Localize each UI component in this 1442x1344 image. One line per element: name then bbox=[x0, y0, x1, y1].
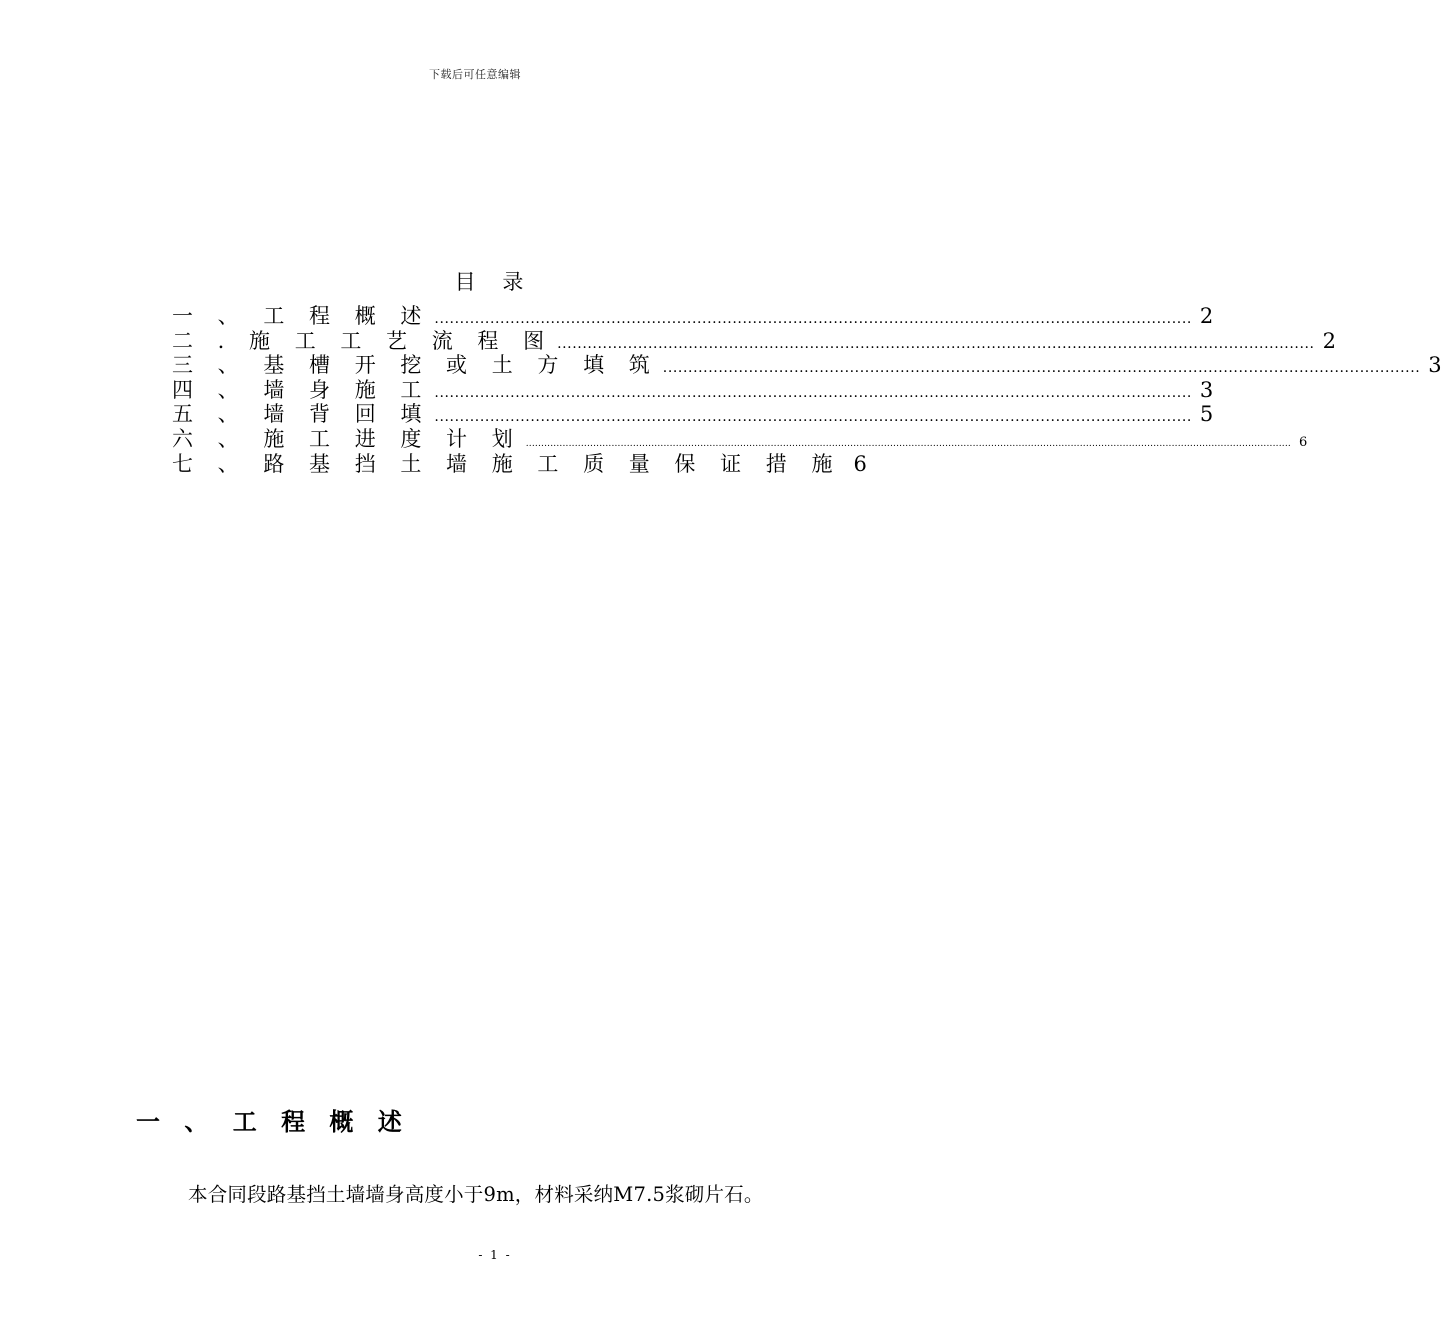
toc-entry[interactable] bbox=[172, 304, 1214, 329]
toc-entry[interactable] bbox=[172, 426, 1308, 452]
toc-leader-dots: .......................................................................................................................................................................................................................................................... bbox=[525, 438, 1291, 449]
section-heading: 一 、 工 程 概 述 bbox=[136, 1108, 410, 1136]
toc-leader-dots: ...................................................................................................................................................... bbox=[434, 409, 1192, 426]
toc-entry-label: 五 、 墙 背 回 填 bbox=[172, 402, 431, 427]
toc-entry[interactable] bbox=[172, 451, 867, 477]
toc-entry-label: 七 、 路 基 挡 土 墙 施 工 质 量 保 证 措 施 bbox=[172, 451, 842, 476]
toc-entry-page: 2 bbox=[1322, 328, 1336, 353]
page-number: - 1 - bbox=[478, 1248, 512, 1262]
toc-entry-page: 2 bbox=[1199, 304, 1214, 328]
toc-entry-label: 四 、 墙 身 施 工 bbox=[172, 377, 431, 402]
toc-leader-dots: ...................................................................................................................................................... bbox=[434, 311, 1192, 327]
toc-entry-page: 3 bbox=[1428, 353, 1442, 378]
table-of-contents bbox=[172, 304, 1442, 476]
toc-leader-dots: ...................................................................................................................................................... bbox=[557, 335, 1315, 352]
page-header-note: 下载后可任意编辑 bbox=[429, 68, 521, 81]
toc-entry[interactable] bbox=[172, 353, 1442, 378]
toc-entry-label: 六 、 施 工 进 度 计 划 bbox=[172, 426, 522, 451]
toc-entry[interactable] bbox=[172, 377, 1214, 403]
toc-entry-label: 二 . 施 工 工 艺 流 程 图 bbox=[172, 328, 554, 353]
body-paragraph: 本合同段路基挡土墙墙身高度小于9m，材料采纳M7.5浆砌片石。 bbox=[188, 1183, 764, 1206]
toc-entry[interactable] bbox=[172, 328, 1336, 354]
toc-entry-page: 6 bbox=[1298, 434, 1308, 450]
toc-title: 目 录 bbox=[454, 270, 534, 294]
toc-entry-page: 3 bbox=[1199, 377, 1214, 402]
toc-leader-dots: ...................................................................................................................................................... bbox=[662, 360, 1421, 377]
toc-entry-page: 6 bbox=[853, 451, 867, 476]
toc-entry-label: 一 、 工 程 概 述 bbox=[172, 304, 431, 328]
toc-entry-label: 三 、 基 槽 开 挖 或 土 方 填 筑 bbox=[172, 353, 659, 378]
toc-entry[interactable] bbox=[172, 402, 1214, 427]
toc-leader-dots: ...................................................................................................................................................... bbox=[434, 384, 1192, 401]
toc-entry-page: 5 bbox=[1199, 402, 1214, 427]
